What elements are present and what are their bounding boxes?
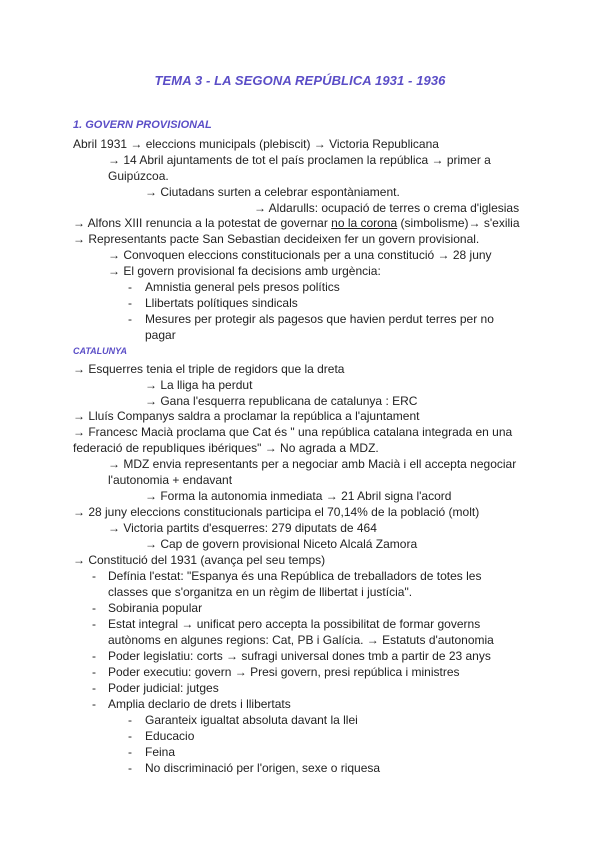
text-line: → Ciutadans surten a celebrar espontàniament. bbox=[145, 185, 400, 199]
list-bullet: - bbox=[92, 617, 96, 631]
list-item: classes que s'organitza en un règim de llibertat i justícia". bbox=[108, 585, 413, 599]
list-bullet: - bbox=[128, 713, 132, 727]
list-item: Llibertats polítiques sindicals bbox=[145, 296, 298, 310]
text-line: → Convoquen eleccions constitucionals per a una constitució → 28 juny bbox=[108, 248, 492, 262]
list-bullet: - bbox=[92, 569, 96, 583]
document-title: TEMA 3 - LA SEGONA REPÚBLICA 1931 - 1936 bbox=[154, 73, 446, 88]
text-segment: (simbolisme)→ s'exilia bbox=[397, 216, 520, 230]
list-bullet: - bbox=[128, 745, 132, 759]
text-line: → Constitució del 1931 (avança pel seu temps) bbox=[73, 553, 326, 567]
text-line: → Forma la autonomia inmediata → 21 Abril signa l'acord bbox=[145, 489, 452, 503]
list-item: Feina bbox=[145, 745, 176, 759]
list-item: pagar bbox=[145, 328, 176, 342]
list-item: Poder legislatiu: corts → sufragi universal dones tmb a partir de 23 anys bbox=[108, 649, 491, 663]
text-line: → Cap de govern provisional Niceto Alcalá Zamora bbox=[145, 537, 418, 551]
text-line: → MDZ envia representants per a negociar amb Macià i ell accepta negociar bbox=[108, 457, 517, 471]
text-line: l'autonomia + endavant bbox=[108, 473, 233, 487]
text-line: → Esquerres tenia el triple de regidors que la dreta bbox=[73, 362, 345, 376]
list-item: No discriminació per l'origen, sexe o riquesa bbox=[145, 761, 381, 775]
list-item: Poder executiu: govern → Presi govern, presi república i ministres bbox=[108, 665, 460, 679]
text-line: → Victoria partits d'esquerres: 279 diputats de 464 bbox=[108, 521, 377, 535]
text-line: → Lluís Companys saldra a proclamar la república a l'ajuntament bbox=[73, 409, 420, 423]
text-line: federació de repubIiques ibériques" → No agrada a MDZ. bbox=[73, 441, 379, 455]
text-line: → Representants pacte San Sebastian decideixen fer un govern provisional. bbox=[73, 232, 480, 246]
section-heading-govern-provisional: 1. GOVERN PROVISIONAL bbox=[73, 119, 212, 131]
text-line bbox=[73, 215, 520, 231]
list-bullet: - bbox=[92, 601, 96, 615]
list-bullet: - bbox=[128, 280, 132, 294]
list-bullet: - bbox=[92, 665, 96, 679]
text-segment: → Alfons XIII renuncia a la potestat de governar bbox=[73, 216, 332, 230]
list-bullet: - bbox=[128, 312, 132, 326]
list-item: Amnistia general pels presos polítics bbox=[145, 280, 340, 294]
list-item: Poder judicial: jutges bbox=[108, 681, 219, 695]
list-bullet: - bbox=[92, 697, 96, 711]
underlined-text: no la corona bbox=[331, 216, 398, 230]
text-line: Abril 1931 → eleccions municipals (plebiscit) → Victoria Republicana bbox=[73, 137, 439, 151]
list-bullet: - bbox=[92, 681, 96, 695]
list-item: Defínia l'estat: "Espanya és una República de treballadors de totes les bbox=[108, 569, 482, 583]
text-line: → 28 juny eleccions constitucionals participa el 70,14% de la població (molt) bbox=[73, 505, 480, 519]
list-bullet: - bbox=[128, 296, 132, 310]
list-bullet: - bbox=[128, 729, 132, 743]
list-item: Amplia declario de drets i llibertats bbox=[108, 697, 291, 711]
text-line: → Aldarulls: ocupació de terres o crema d'iglesias bbox=[254, 201, 520, 215]
list-item: autònoms en algunes regions: Cat, PB i Galícia. → Estatuts d'autonomia bbox=[108, 633, 494, 647]
text-line: → Gana l'esquerra republicana de catalunya : ERC bbox=[145, 394, 418, 408]
list-bullet: - bbox=[128, 761, 132, 775]
list-item: Estat integral → unificat pero accepta la possibilitat de formar governs bbox=[108, 617, 481, 631]
text-line: → La lliga ha perdut bbox=[145, 378, 253, 392]
text-line: → El govern provisional fa decisions amb urgència: bbox=[108, 264, 381, 278]
list-bullet: - bbox=[92, 649, 96, 663]
text-line: → Francesc Macià proclama que Cat és " una república catalana integrada en una bbox=[73, 425, 513, 439]
list-item: Educacio bbox=[145, 729, 195, 743]
text-line: Guipúzcoa. bbox=[108, 169, 169, 183]
list-item: Sobirania popular bbox=[108, 601, 203, 615]
list-item: Garanteix igualtat absoluta davant la llei bbox=[145, 713, 358, 727]
subheading-catalunya: CATALUNYA bbox=[73, 346, 127, 356]
text-line: → 14 Abril ajuntaments de tot el país proclamen la república → primer a bbox=[108, 153, 491, 167]
list-item: Mesures per protegir als pagesos que havien perdut terres per no bbox=[145, 312, 494, 326]
